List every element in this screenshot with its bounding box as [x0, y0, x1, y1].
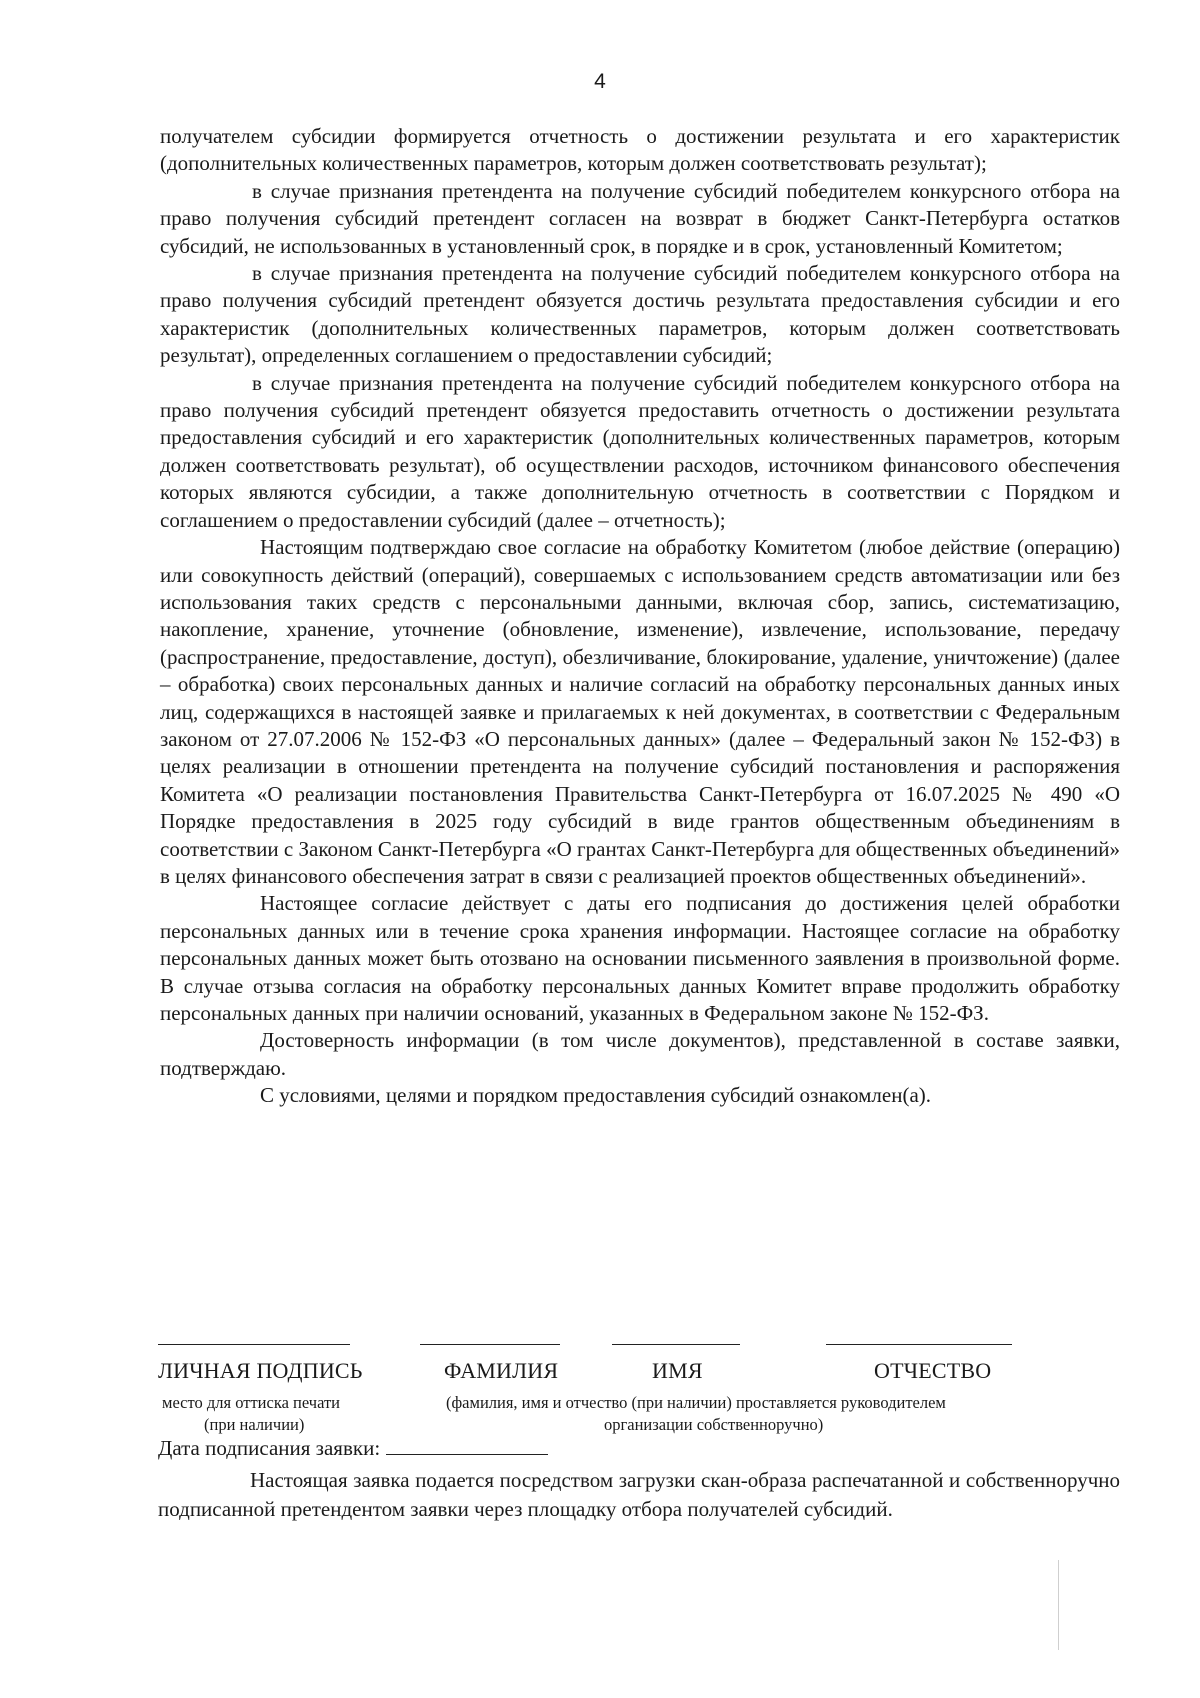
paragraph-reporting-continuation: получателем субсидии формируется отчетность о достижении результата и его характеристик (дополнительных количественных параметров, которым должен соответствовать результат); — [160, 124, 1120, 176]
patronymic-caption: ОТЧЕСТВО — [874, 1358, 992, 1383]
page-number: 4 — [594, 70, 606, 93]
fio-note-line1: (фамилия, имя и отчество (при наличии) проставляется руководителем — [446, 1393, 946, 1412]
personal-signature-caption: ЛИЧНАЯ ПОДПИСЬ — [158, 1358, 363, 1383]
fio-note-line2: организации собственноручно) — [604, 1415, 824, 1434]
paragraph-refund-consent: в случае признания претендента на получение субсидий победителем конкурсного отбора на право получения субсидий претендент согласен на возврат в бюджет Санкт-Петербурга остатков субсидий, не использованных в установленный срок, в порядке и в срок, установленный Комитетом; — [160, 178, 1120, 258]
signing-date-label: Дата подписания заявки: — [158, 1436, 381, 1460]
submission-note — [158, 1466, 1120, 1523]
patronymic-line — [826, 1344, 1012, 1345]
stamp-note-line1: место для оттиска печати — [162, 1393, 341, 1412]
name-line — [612, 1344, 740, 1345]
paragraph-submission-method: Настоящая заявка подается посредством загрузки скан-образа распечатанной и собственноручно подписанной претендентом заявки через площадку отбора получателей субсидий. — [158, 1468, 1120, 1521]
surname-line — [420, 1344, 560, 1345]
paragraph-acknowledgement: С условиями, целями и порядком предоставления субсидий ознакомлен(а). — [260, 1083, 932, 1108]
paragraph-consent-validity: Настоящее согласие действует с даты его подписания до достижения целей обработки персональных данных или в течение срока хранения информации. Настоящее согласие на обработку персональных данных может быть отозвано на основании письменного заявления в произвольной форме. В случае отзыва согласия на обработку персональных данных Комитет вправе продолжить обработку персональных данных при наличии оснований, указанных в Федеральном законе № 152-ФЗ. — [160, 891, 1120, 1025]
paragraph-personal-data-consent: Настоящим подтверждаю свое согласие на обработку Комитетом (любое действие (операцию) или совокупность действий (операций), совершаемых с использованием средств автоматизации или без использования таких средств с персональными данными, включая сбор, запись, систематизацию, накопление, хранение, уточнение (обновление, изменение), извлечение, использование, передачу (распространение, предоставление, доступ), обезличивание, блокирование, удаление, уничтожение) (далее – обработка) своих персональных данных и наличие согласий на обработку персональных данных иных лиц, содержащихся в настоящей заявке и прилагаемых к ней документах, в соответствии с Федеральным законом от 27.07.2006 № 152-ФЗ «О персональных данных» (далее – Федеральный закон № 152-ФЗ) в целях реализации в отношении претендента на получение субсидий постановления и распоряжения Комитета «О реализации постановления Правительства Санкт-Петербурга от 16.07.2025 № 490 «О Порядке предоставления в 2025 году субсидий в виде грантов общественным объединениям в соответствии с Законом Санкт-Петербурга «О грантах Санкт-Петербурга для общественных объединений» в целях финансового обеспечения затрат в связи с реализацией проектов общественных объединений». — [160, 535, 1120, 888]
signing-date-field — [386, 1436, 548, 1455]
signature-line — [158, 1344, 350, 1345]
paragraph-result-obligation: в случае признания претендента на получение субсидий победителем конкурсного отбора на право получения субсидий претендент обязуется достичь результата предоставления субсидии и его характеристик (дополнительных количественных параметров, которым должен соответствовать результат), определенных соглашением о предоставлении субсидий; — [160, 261, 1120, 368]
scan-artifact — [1058, 1560, 1059, 1650]
stamp-note-line2: (при наличии) — [204, 1415, 305, 1434]
surname-caption: ФАМИЛИЯ — [444, 1358, 559, 1383]
paragraph-information-accuracy: Достоверность информации (в том числе документов), представленной в составе заявки, подтверждаю. — [160, 1028, 1120, 1080]
name-caption: ИМЯ — [652, 1358, 703, 1383]
signing-date-row — [158, 1436, 548, 1461]
document-body — [160, 123, 1120, 1110]
paragraph-reporting-obligation: в случае признания претендента на получение субсидий победителем конкурсного отбора на право получения субсидий претендент обязуется предоставить отчетность о достижении результата предоставления субсидий и его характеристик (дополнительных количественных параметров, которым должен соответствовать результат), об осуществлении расходов, источником финансового обеспечения которых являются субсидии, а также дополнительную отчетность в соответствии с Порядком и соглашением о предоставлении субсидий (далее – отчетность); — [160, 370, 1120, 532]
